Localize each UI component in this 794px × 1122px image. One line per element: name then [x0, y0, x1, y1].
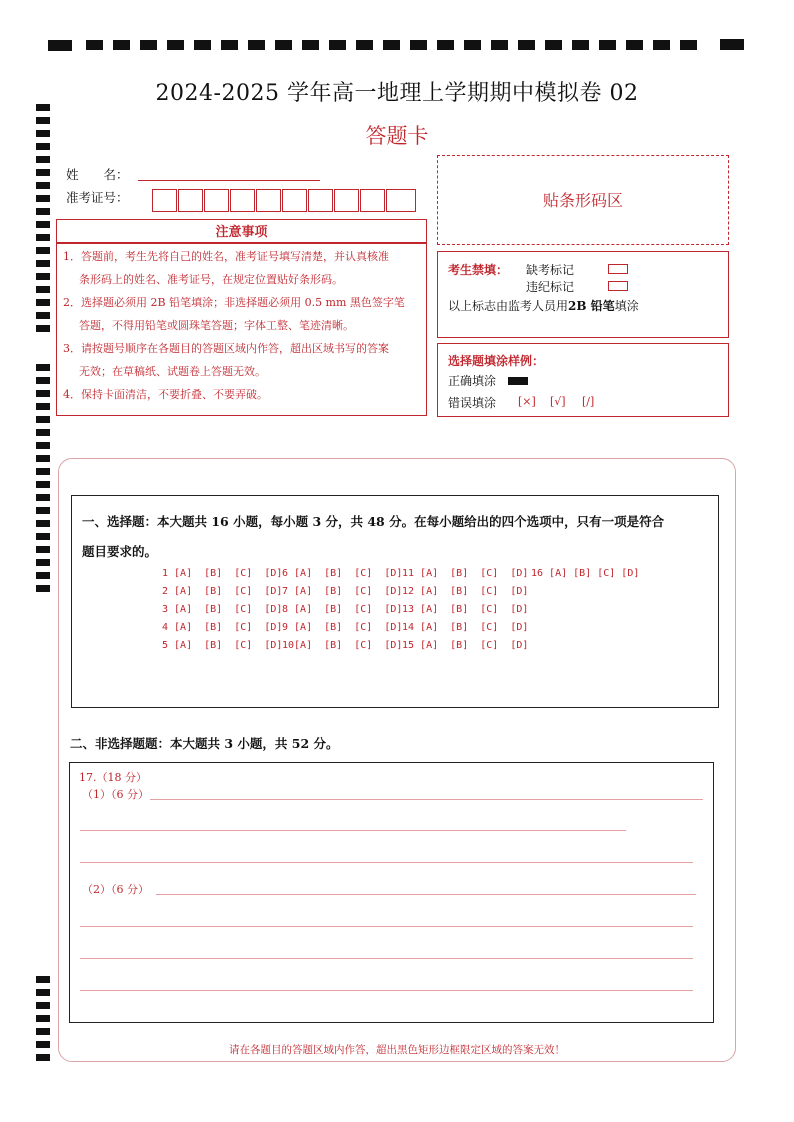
choice-q3[interactable]: 3 [A] [B] [C] [D]: [162, 604, 283, 615]
choice-q14[interactable]: 14 [A] [B] [C] [D]: [402, 622, 529, 633]
choice-q5[interactable]: 5 [A] [B] [C] [D]: [162, 640, 283, 651]
wrong-mark-check: [√]: [550, 395, 566, 408]
q17-part1-label: （1）（6 分）: [82, 788, 149, 801]
invigilator-heading: 考生禁填：: [448, 263, 509, 277]
section1-title: 一、选择题：本大题共 16 小题，每小题 3 分，共 48 分。在每小题给出的四个选项中，只有一项是符合: [82, 514, 665, 529]
id-digit-box[interactable]: [230, 189, 255, 212]
note-bold: 2B 铅笔: [568, 299, 615, 313]
notice-item: 2．选择题必须用 2B 铅笔填涂；非选择题必须用 0.5 mm 黑色签字笔: [63, 296, 405, 309]
notice-heading: 注意事项: [215, 225, 268, 240]
section1-box: [71, 495, 719, 708]
notice-box: [56, 243, 427, 416]
choice-q13[interactable]: 13 [A] [B] [C] [D]: [402, 604, 529, 615]
notice-item: 条形码上的姓名、准考证号，在规定位置贴好条形码。: [79, 273, 343, 286]
choice-q10[interactable]: 10[A] [B] [C] [D]: [282, 640, 403, 651]
correct-label: 正确填涂: [448, 374, 497, 388]
id-digit-box[interactable]: [152, 189, 177, 212]
section2-title: 二、非选择题题：本大题共 3 小题，共 52 分。: [70, 736, 339, 751]
barcode-area: [437, 155, 729, 245]
answer-line[interactable]: [156, 894, 696, 895]
notice-heading-box: [56, 219, 427, 243]
id-digit-box[interactable]: [334, 189, 359, 212]
id-digit-box[interactable]: [256, 189, 281, 212]
choice-q8[interactable]: 8 [A] [B] [C] [D]: [282, 604, 403, 615]
invigilator-note: [448, 297, 639, 314]
filled-box-sample: [508, 377, 528, 385]
invigilator-box: [437, 251, 729, 338]
choice-q1[interactable]: 1 [A] [B] [C] [D]: [162, 568, 283, 579]
wrong-label: 错误填涂: [448, 396, 497, 410]
id-digit-box[interactable]: [204, 189, 229, 212]
id-label: 准考证号：: [66, 190, 129, 205]
absent-mark-box[interactable]: [608, 264, 628, 274]
q17-part2-label: （2）（6 分）: [82, 883, 149, 896]
answer-line[interactable]: [80, 862, 693, 863]
answer-line[interactable]: [80, 830, 626, 831]
answer-line[interactable]: [150, 799, 703, 800]
choice-q6[interactable]: 6 [A] [B] [C] [D]: [282, 568, 403, 579]
notice-item: 4．保持卡面清洁，不要折叠、不要弄破。: [63, 388, 268, 401]
notice-item: 1．答题前，考生先将自己的姓名，准考证号填写清楚，并认真核准: [63, 250, 389, 263]
q17-answer-box[interactable]: [69, 762, 714, 1023]
note-text: 以上标志由监考人员用: [448, 299, 569, 313]
sheet-subtitle: 答题卡: [365, 124, 429, 148]
answer-line[interactable]: [80, 926, 693, 927]
section1-title-cont: 题目要求的。: [82, 544, 158, 559]
name-label: 姓 名：: [66, 167, 129, 182]
notice-item: 答题，不得用铅笔或圆珠笔答题；字体工整、笔迹清晰。: [79, 319, 354, 332]
answer-line[interactable]: [80, 958, 693, 959]
choice-q15[interactable]: 15 [A] [B] [C] [D]: [402, 640, 529, 651]
choice-q7[interactable]: 7 [A] [B] [C] [D]: [282, 586, 403, 597]
barcode-label: 贴条形码区: [542, 191, 623, 210]
choice-q9[interactable]: 9 [A] [B] [C] [D]: [282, 622, 403, 633]
fill-example-box: [437, 343, 729, 417]
violation-label: 违纪标记: [526, 280, 575, 294]
footer-warning: 请在各题目的答题区域内作答，超出黑色矩形边框限定区域的答案无效！: [229, 1044, 565, 1056]
note-text: 填涂: [614, 299, 639, 313]
violation-mark-box[interactable]: [608, 281, 628, 291]
fill-example-heading: 选择题填涂样例：: [448, 354, 545, 368]
id-digit-box[interactable]: [360, 189, 385, 212]
choice-q12[interactable]: 12 [A] [B] [C] [D]: [402, 586, 529, 597]
id-digit-box[interactable]: [308, 189, 333, 212]
sheet-title: 2024-2025 学年高一地理上学期期中模拟卷 02: [155, 81, 639, 106]
absent-label: 缺考标记: [526, 263, 575, 277]
answer-line[interactable]: [80, 990, 693, 991]
wrong-mark-cross: [×]: [518, 395, 536, 408]
id-digit-box[interactable]: [178, 189, 203, 212]
name-field[interactable]: [138, 180, 320, 181]
q17-label: 17.（18 分）: [79, 771, 147, 784]
id-digit-box[interactable]: [386, 189, 416, 212]
choice-q4[interactable]: 4 [A] [B] [C] [D]: [162, 622, 283, 633]
wrong-mark-slash: [/]: [582, 395, 595, 408]
choice-q11[interactable]: 11 [A] [B] [C] [D]: [402, 568, 529, 579]
choice-q2[interactable]: 2 [A] [B] [C] [D]: [162, 586, 283, 597]
choice-q16[interactable]: 16 [A] [B] [C] [D]: [531, 568, 640, 579]
notice-item: 3．请按题号顺序在各题目的答题区域内作答，超出区域书写的答案: [63, 342, 389, 355]
id-digit-box[interactable]: [282, 189, 307, 212]
notice-item: 无效；在草稿纸、试题卷上答题无效。: [79, 365, 266, 378]
